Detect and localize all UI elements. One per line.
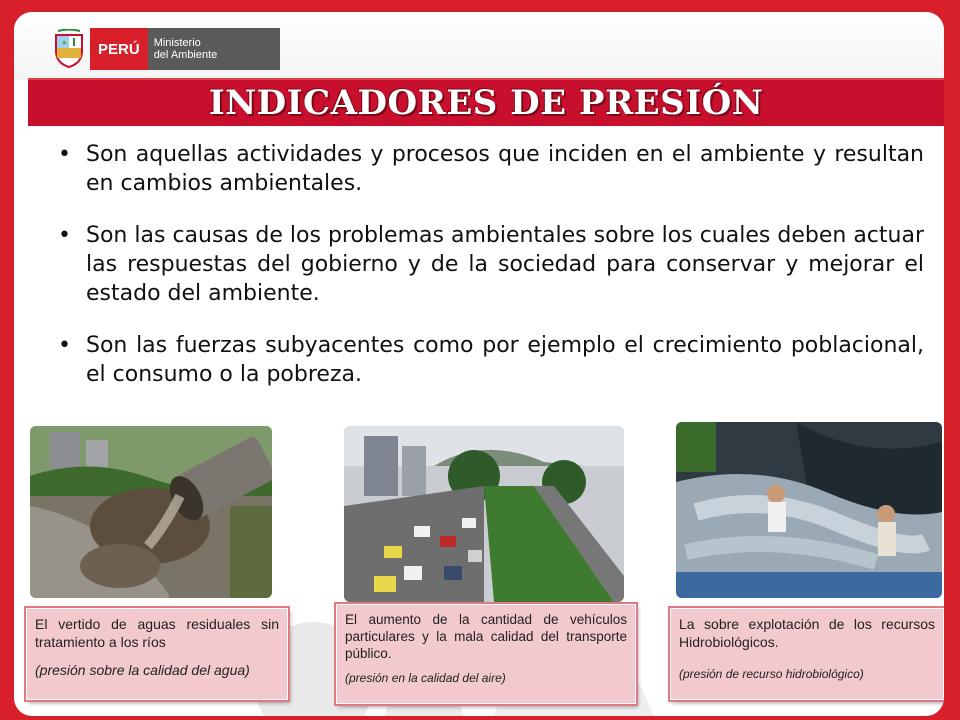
- slide: [14, 12, 944, 716]
- bullet-item: • Son aquellas actividades y procesos que inciden en el ambiente y resultan en cambios ambientales.: [44, 140, 924, 198]
- caption-water: [26, 608, 288, 700]
- page-title: INDICADORES DE PRESIÓN: [208, 83, 764, 123]
- country-label: PERÚ: [90, 28, 148, 70]
- peru-coat-of-arms-icon: [48, 28, 90, 70]
- caption-air: [336, 604, 636, 704]
- caption-note: (presión sobre la calidad del agua): [35, 662, 250, 678]
- bullet-list: [44, 140, 924, 412]
- title-bar: [28, 78, 944, 126]
- ministry-label: [148, 28, 280, 70]
- caption-note: (presión de recurso hidrobiológico): [679, 667, 864, 681]
- caption-note: (presión en la calidad del aire): [345, 671, 506, 685]
- bullet-item: • Son las fuerzas subyacentes como por ejemplo el crecimiento poblacional, el consumo o la pobreza.: [44, 331, 924, 389]
- caption-text: La sobre explotación de los recursos Hidrobiológicos.: [679, 616, 935, 650]
- sewage-pipe-photo: [30, 426, 272, 598]
- ministry-line-1: Ministerio: [153, 37, 201, 49]
- caption-text: El vertido de aguas residuales sin tratamiento a los ríos: [35, 616, 279, 650]
- caption-text: El aumento de la cantidad de vehículos particulares y la mala calidad del transporte público.: [345, 612, 627, 661]
- ministry-logo: [48, 28, 280, 70]
- header-band: [14, 12, 944, 80]
- ministry-line-2: del Ambiente: [153, 49, 218, 61]
- caption-fishing: [670, 608, 944, 700]
- bullet-item: • Son las causas de los problemas ambientales sobre los cuales deben actuar las respuestas del gobierno y de la sociedad para conservar y mejorar el estado del ambiente.: [44, 221, 924, 308]
- traffic-avenue-photo: [344, 426, 624, 602]
- fishing-boat-photo: [676, 422, 942, 598]
